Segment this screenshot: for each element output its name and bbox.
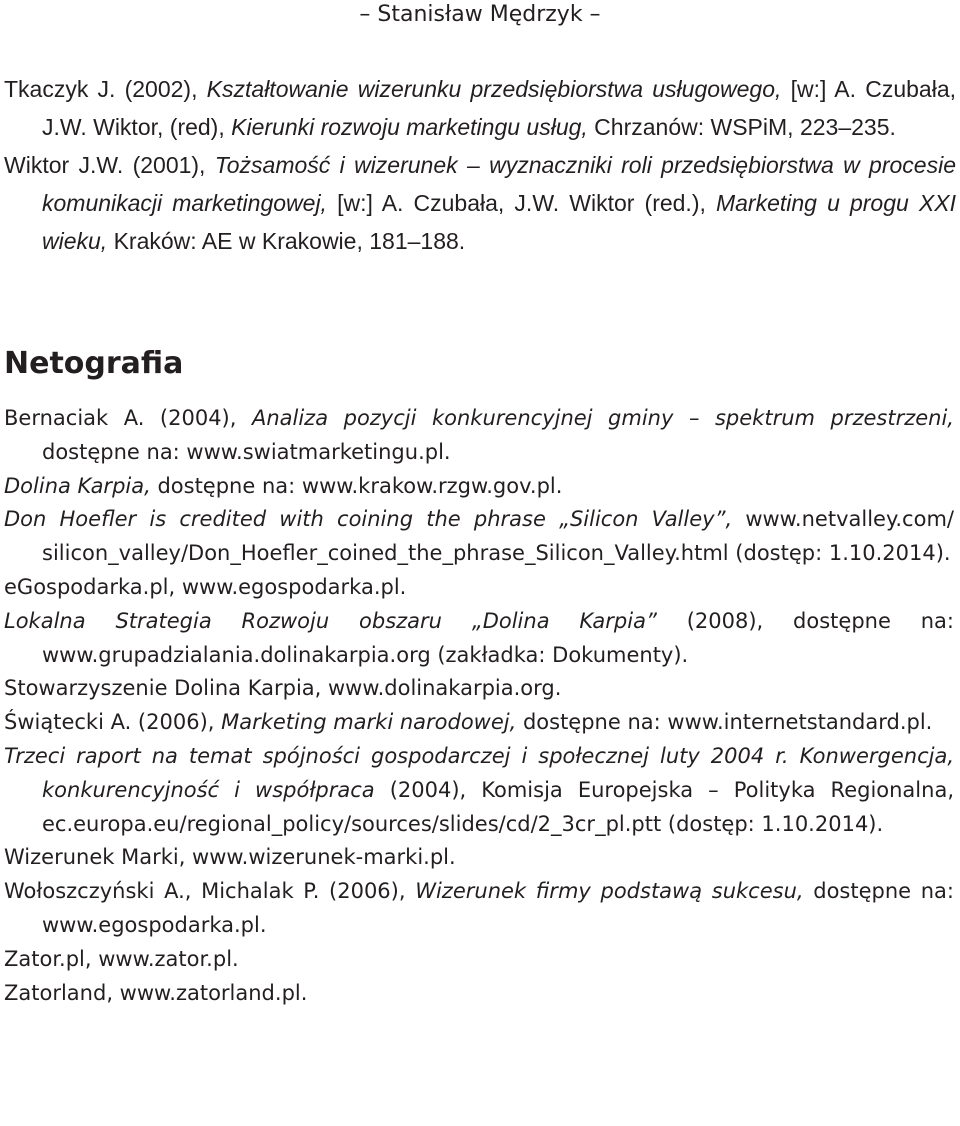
netography-entry — [4, 605, 954, 673]
entry-author: Wiktor J.W. (2001), — [4, 152, 215, 178]
netography-entry — [4, 470, 954, 504]
netography-entry — [4, 503, 954, 571]
entry-source: dostępne na: www.krakow.rzgw.gov.pl. — [150, 473, 563, 498]
netography-entry — [4, 841, 954, 875]
netography-entry — [4, 402, 954, 470]
entry-author: Zator.pl, www.zator.pl. — [4, 946, 239, 971]
entry-publisher: Kraków: AE w Krakowie, 181–188. — [107, 228, 466, 254]
bibliography-entry — [4, 70, 956, 146]
bibliography-entry — [4, 146, 956, 260]
entry-author: Wołoszczyński A., Michalak P. (2006), — [4, 879, 416, 904]
entry-editors: [w:] A. Czubała, J.W. Wiktor, (red), — [42, 76, 956, 140]
entry-book-title: Kierunki rozwoju marketingu usług, — [231, 114, 588, 140]
entry-source: (2008), dostępne na: www.grupadzialania.dolinakarpia.org (zakładka: Dokumenty). — [42, 608, 954, 667]
entry-publisher: Chrzanów: WSPiM, 223–235. — [587, 114, 896, 140]
entry-source: (2004), Komisja Europejska – Polityka Regionalna, ec.europa.eu/regional_policy/sources/slides/cd/2_3cr_pl.ptt (dostęp: 1.10.2014). — [42, 777, 954, 836]
entry-source: dostępne na: www.egospodarka.pl. — [42, 879, 954, 937]
entry-author: Wizerunek Marki, www.wizerunek-marki.pl. — [4, 845, 456, 870]
entry-title: Lokalna Strategia Rozwoju obszaru „Dolina Karpia” — [4, 608, 657, 633]
netography-entry — [4, 706, 954, 740]
netography-list — [4, 402, 954, 1010]
entry-author: Świątecki A. (2006), — [4, 710, 222, 735]
entry-author: Zatorland, www.zatorland.pl. — [4, 980, 308, 1005]
entry-author: Tkaczyk J. (2002), — [4, 76, 207, 102]
entry-author: eGospodarka.pl, www.egospodarka.pl. — [4, 574, 407, 599]
netography-entry — [4, 977, 954, 1011]
entry-source: dostępne na: www.swiatmarketingu.pl. — [42, 439, 451, 464]
entry-editors: [w:] A. Czubała, J.W. Wiktor (red.), — [326, 190, 716, 216]
entry-title: Kształtowanie wizerunku przedsiębiorstwa usługowego, — [206, 76, 782, 102]
entry-title: Trzeci raport na temat spójności gospodarczej i społecznej luty 2004 r. Konwergencja, konkurencyjność i współpraca — [4, 743, 954, 802]
entry-source: www.netvalley.com/ silicon_valley/Don_Hoefler_coined_the_phrase_Silicon_Valley.html (dostęp: 1.10.2014). — [42, 507, 954, 566]
netography-entry — [4, 571, 954, 605]
entry-title: Analiza pozycji konkurencyjnej gminy – spektrum przestrzeni, — [251, 406, 954, 430]
netography-entry — [4, 672, 954, 706]
entry-title: Wizerunek firmy podstawą sukcesu, — [415, 879, 804, 904]
running-head: – Stanisław Mędrzyk – — [359, 2, 601, 27]
netography-entry — [4, 875, 954, 943]
entry-title: Don Hoefler is credited with coining the phrase „Silicon Valley”, — [4, 507, 733, 532]
entry-author: Bernaciak A. (2004), — [4, 406, 252, 430]
entry-author: Stowarzyszenie Dolina Karpia, www.dolinakarpia.org. — [4, 676, 562, 701]
bibliography-list — [4, 70, 956, 260]
entry-title: Dolina Karpia, — [4, 473, 151, 498]
entry-source: dostępne na: www.internetstandard.pl. — [516, 710, 933, 735]
entry-title: Tożsamość i wizerunek – wyznaczniki roli przedsiębiorstwa w procesie komunikacji marketingowej, — [42, 152, 956, 216]
section-heading: Netografia — [4, 346, 184, 381]
entry-title: Marketing marki narodowej, — [221, 710, 517, 735]
entry-book-title: Marketing u progu XXI wieku, — [42, 190, 956, 254]
netography-entry — [4, 740, 954, 841]
netography-entry — [4, 943, 954, 977]
